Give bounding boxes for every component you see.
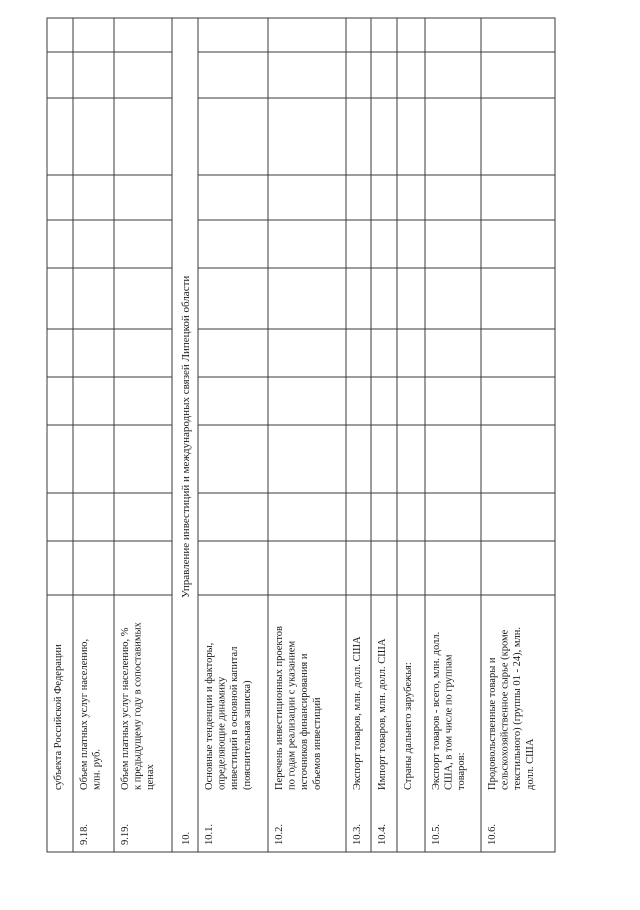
- row-label: источников финансирования и: [299, 653, 311, 790]
- row-label: объемов инвестиций: [311, 697, 323, 790]
- row-label: по годам реализации с указанием: [286, 640, 298, 790]
- row-label: Импорт товаров, млн. долл. США: [377, 638, 388, 790]
- row-label: Перечень инвестиционных проектов: [274, 626, 285, 790]
- row-label: текстильного) (группы 01 - 24), млн.: [512, 627, 524, 790]
- row-label: Основные тенденции и факторы,: [204, 642, 215, 790]
- row-number: 10.3.: [352, 824, 363, 845]
- row-number: 10.1.: [204, 824, 215, 845]
- row-number: 10.6.: [487, 824, 498, 845]
- row-label: Продовольственные товары и: [487, 657, 498, 790]
- row-label: млн. руб.: [91, 749, 103, 790]
- section-title: Управление инвестиций и международных связей Липецкой области: [180, 275, 192, 598]
- row-label: субъекта Российской Федерации: [53, 644, 64, 790]
- row-label: ценах: [145, 764, 157, 790]
- row-label: (пояснительная записка): [241, 680, 253, 790]
- row-label: Экспорт товаров - всего, млн. долл.: [431, 631, 442, 790]
- row-number: 10.2.: [274, 824, 285, 845]
- row-label: Объем платных услуг населению,: [79, 638, 90, 790]
- row-label: инвестиций в основной капитал: [229, 646, 241, 790]
- row-number: 9.18.: [79, 824, 90, 845]
- row-label: Объем платных услуг населению, %: [120, 627, 131, 790]
- row-label: Экспорт товаров, млн. долл. США: [352, 636, 363, 790]
- row-number: 10.5.: [431, 824, 442, 845]
- row-label: США, в том числе по группам: [443, 654, 455, 790]
- table-text: [53, 276, 536, 845]
- row-number: 9.19.: [120, 824, 131, 845]
- row-number: 10.4.: [377, 824, 388, 845]
- row-label: сельскохозяйственное сырье (кроме: [499, 629, 511, 790]
- section-number: 10.: [181, 831, 192, 845]
- row-label: долл. США: [524, 738, 536, 790]
- row-label: к предыдущему году в сопоставимых: [132, 622, 144, 790]
- row-label: Страны дальнего зарубежья:: [403, 662, 414, 790]
- row-label: товаров:: [456, 752, 468, 790]
- row-label: определяющие динамику: [216, 676, 228, 790]
